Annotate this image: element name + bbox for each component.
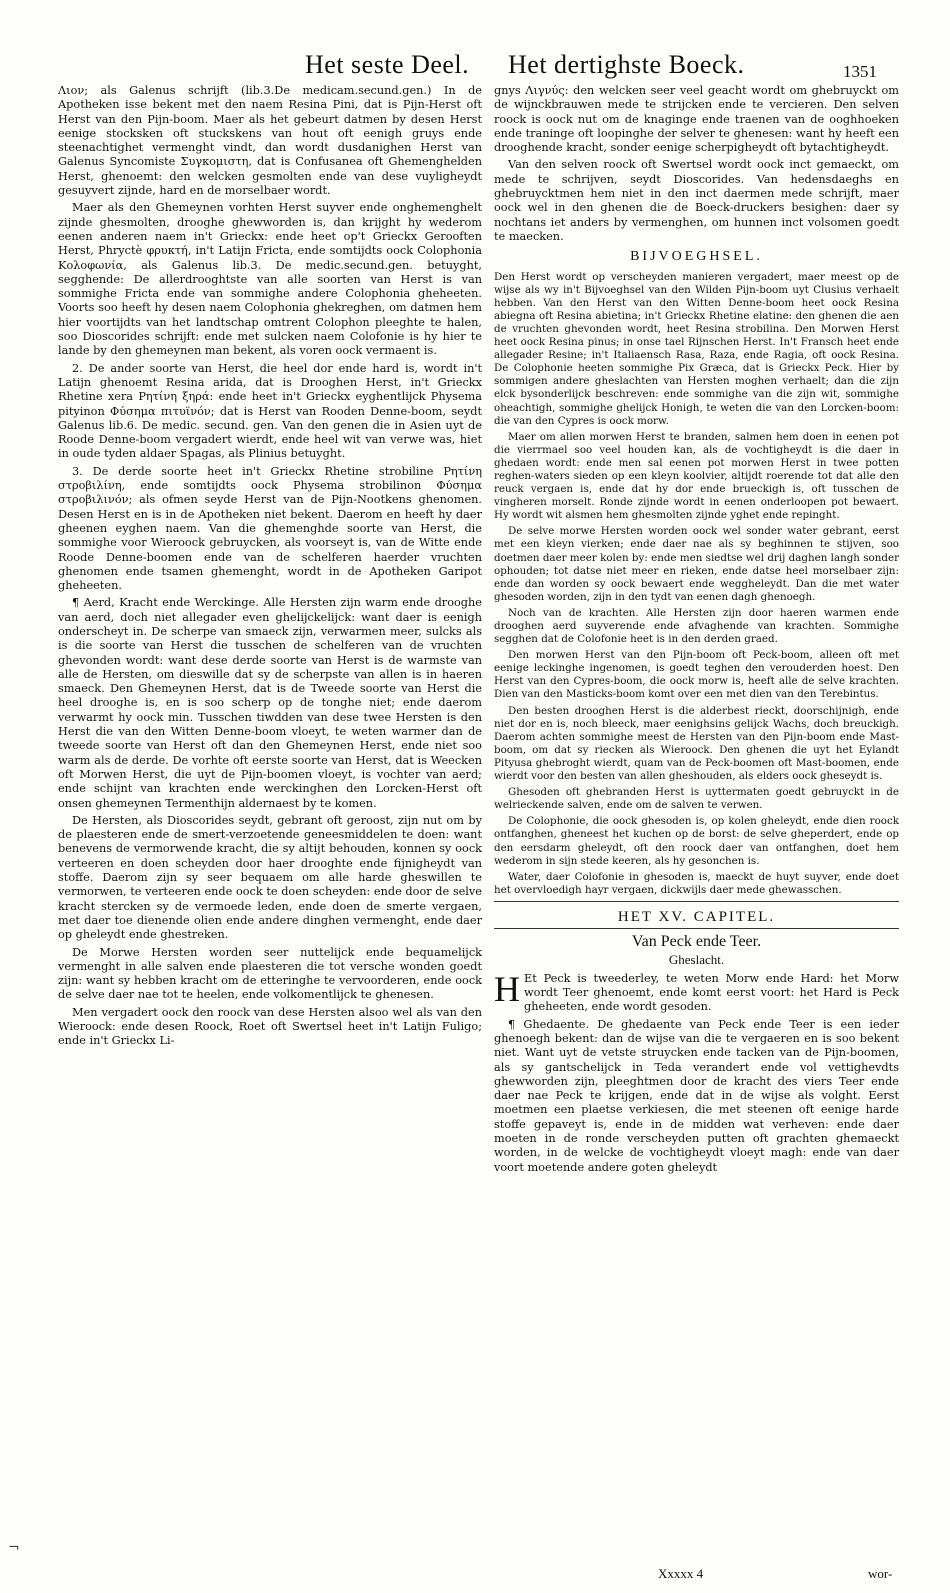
page-number: 1351 <box>843 62 877 81</box>
paragraph: ¶ Aerd, Kracht ende Werckinge. Alle Hersten zijn warm ende drooghe van aerd, doch niet allegader even ghelijckelijck: want daer is eenigh onderscheyt in. De scherpe van smaeck zijn, verwarmen meer, sulcks als is die soorte van Herst die tusschen de schelferen van de vruchten ghevonden wordt: want dese derde soorte van Herst is de warmste van alle de Hersten, om dieswille dat sy de scherpste van allen is in haeren smaeck. Den Ghemeynen Herst, dat is de Tweede soorte van Herst die heel drooghe is, en is soo scherp op de tonghe niet; ende daerom verwarmt hy oock min. Tusschen tiwdden van dese twee Hersten is den Herst die van den Witten Denne-boom vloeyt, te weten warmer dan de tweede soorte van Herst oft dan den Ghemeynen Herst, ende niet soo warm als de derde. De vorhte oft eerste soorte van Herst, dat is Weecken oft Morwen Herst, die uyt de Pijn-boomen vloeyt, is vochter van aerd; ende schijnt van krachten ende werckinghen den Lorcken-Herst oft onsen ghemeynen Termenthijn aldernaest by te komen. <box>58 596 482 810</box>
paragraph: Maer als den Ghemeynen vorhten Herst suyver ende onghemenghelt zijnde ghesmolten, drooghe ghewworden is, dan krijght hy wederom eenen anderen naem in't Grieckx: ende heet op't Grieckx Gerooften Herst, Phryctè φρυκτή, in't Latijn Fricta, ende somtijdts oock Colophonia Κολοφωνία, als Galenus lib.3. De medic.secund.gen. betuyght, segghende: De allerdrooghtste van alle soorten van Herst is van sommighe Fricta ende van sommighe andere Colophonia gheheeten. Voorts soo heeft hy desen naem Colophonia ghekreghen, om datmen hem hier voortijdts van het landtschap omtrent Colophon pleeghte te halen, soo Dioscorides schrijft: ende met sulcken naem Colofonie is hy hier te lande by den ghemeynen man bekent, als voren oock vermaent is. <box>58 201 482 358</box>
drop-cap: H <box>494 968 520 1009</box>
paragraph: Den besten drooghen Herst is die alderbest rieckt, doorschijnigh, ende niet dor en is, noch bleeck, maer eenighsins gelijck Wachs, doch breuckigh. Daerom achten sommighe meest de Hersten van den Pijn-boom ende Mast-boom, om dat sy riecken als Wieroock. Den ghenen die uyt het Eylandt Pityusa ghebroght wierdt, quam van de Peck-boomen oft Mast-boomen, ende wierdt voor den besten van allen gheshouden, als elders oock gheseydt is. <box>494 704 899 783</box>
paragraph: Λιον; als Galenus schrijft (lib.3.De medicam.secund.gen.) In de Apotheken isse bekent met den naem Resina Pini, dat is Pijn-Herst oft Herst van den Pijn-boom. Maer als het gebeurt datmen by desen Herst eenige stocksken oft stuckskens van hout oft eenigh gruys ende steenachtighet vermenght vindt, dan wordt dusdanighen Herst van Galenus Syncomiste Συγκομιστη, dat is Confusanea oft Ghemenghelden Herst, ghenoemt: den welcken gesmolten ende van dese vuyligheydt gesuyvert zijnde, hard en de morselbaer wordt. <box>58 84 482 198</box>
paragraph: ¶ Ghedaente. De ghedaente van Peck ende Teer is een ieder ghenoegh bekent: dan de wijse van die te vergaeren en is soo bekent niet. Want uyt de vetste struycken ende tacken van de Pijn-boomen, als sy gantschelijck in Teda verandert ende vol vettighevdts ghewworden zijn, pleeghtmen door de kracht des viers Teer ende daer nae Peck te krijgen, ende dat in de wijse als volght. Eerst moetmen een plaetse verkiesen, die met steenen oft eenige harde stoffe gepaveyt is, ende in de midden wat verheven: ende daer moeten in de ronde verscheyden putten oft grachten ghemaeckt worden, in de welcke de vochtigheydt vloeyt magh: ende van daer voort moetende andere goten gheleydt <box>494 1017 899 1174</box>
right-column <box>494 84 899 1178</box>
divider <box>494 901 899 902</box>
section-heading: BIJVOEGHSEL. <box>630 249 763 265</box>
paragraph: Ghesoden oft ghebranden Herst is uyttermaten goedt gebruyckt in de welrieckende salven, ende om de salven te verwen. <box>494 786 899 812</box>
paragraph: 3. De derde soorte heet in't Grieckx Rhetine strobiline Ρητίνη στροβιλίνη, ende somtijdts oock Physema strobilinon Φύσημα στροβιλινόν; als ofmen seyde Herst van de Pijn-Nootkens ghenomen. Desen Herst en is in de Apotheken niet bekent. Daerom en heeft hy daer gheenen eyghen naem. Van die ghemenghde soorte van Herst, die sommighe voor Wieroock gebruycken, als voorseyt is, van de Witte ende Roode Denne-boomen ende van de schelferen haerder vruchten ghenomen ende tsamen ghemenght, wordt in de Apotheken Garipot gheheeten. <box>58 464 482 593</box>
paragraph: Men vergadert oock den roock van dese Hersten alsoo wel als van den Wieroock: ende desen Roock, Roet oft Swertsel heet in't Latijn Fuligo; ende in't Grieckx Li- <box>58 1005 482 1048</box>
paragraph: Van den selven roock oft Swertsel wordt oock inct gemaeckt, om mede te schrijven, seydt Dioscorides. Van hedensdaeghs en ghebruycktmen hem niet in den inct daermen mede schrijft, maer oock wel in den ghenen die de Boeck-druckers besighen: daer sy nochtans iet anders by vermenghen, om hunnen inct volsomen goedt te maecken. <box>494 158 899 243</box>
paragraph: 2. De ander soorte van Herst, die heel dor ende hard is, wordt in't Latijn ghenoemt Resina arida, dat is Drooghen Herst, in't Grieckx Rhetine xera Ρητίνη ξηρά: ende heet in't Grieckx eyghentlijck Physema pityinon Φύσημα πιτυϊνόν; dat is Herst van Rooden Denne-boom, seydt Galenus lib.6. De medic. secund. gen. Van den genen die in Asien uyt de Roode Denne-boom vergadert wierdt, ende heel wit van verwe was, hiet in oude tyden aldaer Spagas, als Plinius betuyght. <box>58 361 482 461</box>
running-head-left: Het seste Deel. <box>305 50 470 79</box>
paragraph: Noch van de krachten. Alle Hersten zijn door haeren warmen ende drooghen aerd suyverende ende afvaghende van krachten. Sommighe segghen dat de Colofonie heet is in den derden graed. <box>494 606 899 646</box>
paragraph: Den Herst wordt op verscheyden manieren vergadert, maer meest op de wijse als wy in't Bijvoeghsel van den Wilden Pijn-boom uyt Clusius verhaelt hebben. Van den Herst van den Witten Denne-boom heet oock Resina abiegna oft Resina abietina; in't Grieckx Rhetine elatine: den ghenen die aen de vruchten ghevonden wordt, heet Resina strobilina. Den Morwen Herst heet oock Resina pinus; in onse tael Rijnschen Herst. In't Fransch heet ende allegader Resine; in't Italiaensch Rasa, Raza, ende Ragia, oft oock Resina. De Colophonie heeten sommighe Pix Græca, dat is Grieckx Peck. Hier by sommigen andere gheslachten van Hersten moghen verhaelt; dan die zijn elck bysonderlijck beschreven: ende sommighe van die zijn wit, sommighe oheachtigh, sommighe ghelijck Honigh, te weten die van den Lorcken-boom: die van den Cypres is oock morw. <box>494 270 899 427</box>
paragraph: De selve morwe Hersten worden oock wel sonder water gebrant, eerst met een kleyn vierken; ende daer nae als sy beghinnen te stijven, soo doetmen daer meer kolen by: ende men siedtse wel drij daghen langh sonder ophouden; tot datse niet meer en rieken, ende datse heel morselbaer zijn: ende dan worden sy oock bewaert ende weggheleydt. Dan die met water ghesoden worden, zijn in den tydt van eenen dagh ghenoegh. <box>494 525 899 603</box>
catchword: wor- <box>868 1566 893 1581</box>
signature-mark: Xxxxx 4 <box>658 1566 704 1581</box>
divider <box>494 928 899 929</box>
paragraph: De Morwe Hersten worden seer nuttelijck ende bequamelijck vermenght in alle salven ende plaesteren die tot versche wonden goedt zijn: want sy hebben kracht om de etteringhe te vervoorderen, ende oock de selve daer nae tot te heelen, ende volkomentlijck te ghenesen. <box>58 945 482 1002</box>
paragraph-text: Et Peck is tweederley, te weten Morw ende Hard: het Morw wordt Teer ghenoemt, ende komt eerst voort: het Hard is Peck gheheeten, ende wordt gesoden. <box>524 971 899 1014</box>
chapter-heading: HET XV. CAPITEL. <box>617 908 776 925</box>
chapter-title: Van Peck ende Teer. <box>631 933 762 951</box>
supplement-block <box>494 271 899 897</box>
paragraph: De Hersten, als Dioscorides seydt, gebrant oft geroost, zijn nut om by de plaesteren ende de smert-verzoetende geneesmiddelen te doen: want benevens de vermorwende kracht, die sy altijt behouden, konnen sy oock verteeren en doen scheyden door haer drooghte ende fijnigheydt van stoffe. Daerom zijn sy seer bequaem om alle harde gheswillen te vermorwen, te verteeren ende oock te doen scheyden: ende door de selve kracht stercken sy de vermoede leden, ende doen de smerte vergaen, met daer toe dienende olien ende andere dinghen vermenght, ende daer op gheleydt ende ghestreken. <box>58 813 482 942</box>
paragraph <box>494 968 899 1015</box>
margin-mark: ¬ <box>8 1540 20 1556</box>
paragraph: Water, daer Colofonie in ghesoden is, maeckt de huyt suyver, ende doet het overvloedigh hayr vergaen, dickwijls daer mede ghewasschen. <box>494 870 899 896</box>
running-head-right: Het dertighste Boeck. <box>508 50 745 79</box>
paragraph: Maer om allen morwen Herst te branden, salmen hem doen in eenen pot die vierrmael soo veel houden kan, als de vochtigheydt is die daer in ghedaen wordt: ende men sal eenen pot morwen Herst in twee potten reghen-waters sieden op een kleyn koolvier, altijdt roerende tot dat alle den reuck vergaen is, ende dat hy dor ende brueckigh is, oft tusschen de vingheren morselt. Ronde zijnde wordt in eenen onderloopen pot bewaert. Hy wordt wit alsmen hem ghesmolten zijnde yghet ende repinght. <box>494 430 899 522</box>
left-column <box>58 84 482 1052</box>
paragraph: gnys Λιγνύς: den welcken seer veel geacht wordt om ghebruyckt om de wijnckbrauwen mede te strijcken ende te vercieren. Den selven roock is oock nut om de knaginge ende traenen van de ooghhoeken ende traninge oft loopinghe der selver te ghenesen: want hy heeft een drooghende kracht, sonder eenige scherpigheydt oft bytachtigheydt. <box>494 84 899 155</box>
paragraph: Den morwen Herst van den Pijn-boom oft Peck-boom, alleen oft met eenige leckinghe ingenomen, is goedt teghen den verouderden hoest. Den Herst van den Cypres-boom, die oock morw is, heeft alle de selve krachten. Dien van den Masticks-boom komt over een met dien van den Terebintus. <box>494 649 899 701</box>
subsection-label: Gheslacht. <box>668 952 725 968</box>
paragraph: De Colophonie, die oock ghesoden is, op kolen gheleydt, ende dien roock ontfanghen, gheneest het kuchen op de borst: de selve gheperdert, ende op den eersdarm gheleydt, oft den roock daer van ontfanghen, doet hem wederom in sijn stede keeren, als hy gesonchen is. <box>494 815 899 867</box>
